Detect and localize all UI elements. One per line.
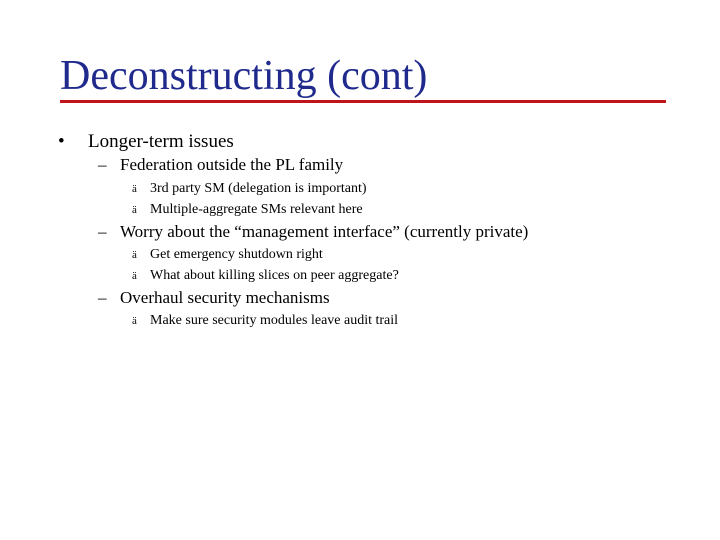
sub-sub-bullet-text: What about killing slices on peer aggregate? bbox=[150, 268, 399, 283]
sub-bullet-text: Overhaul security mechanisms bbox=[120, 288, 330, 307]
sub-bullet-worry bbox=[98, 222, 528, 242]
sub-bullet-text: Worry about the “management interface” (currently private) bbox=[120, 222, 529, 241]
sub-sub-bullet-text: Get emergency shutdown right bbox=[150, 247, 323, 262]
small-arrow-icon: ä bbox=[132, 183, 137, 195]
bullet-text: Longer-term issues bbox=[88, 131, 234, 152]
sub-sub-bullet-text: Make sure security modules leave audit trail bbox=[150, 313, 399, 328]
slide-title: Deconstructing (cont) bbox=[60, 53, 428, 99]
bullet-dot-icon: • bbox=[58, 131, 65, 152]
sub-bullet-text: Federation outside the PL family bbox=[120, 155, 344, 174]
sub-sub-bullet-audit-trail bbox=[132, 312, 398, 330]
sub-sub-bullet-text: Multiple-aggregate SMs relevant here bbox=[150, 202, 363, 217]
sub-sub-bullet-third-party bbox=[132, 180, 367, 198]
dash-icon: – bbox=[98, 155, 107, 174]
sub-bullet-overhaul bbox=[98, 288, 330, 308]
small-arrow-icon: ä bbox=[132, 270, 137, 282]
sub-bullet-federation bbox=[98, 155, 343, 175]
sub-sub-bullet-multi-aggregate bbox=[132, 201, 363, 219]
small-arrow-icon: ä bbox=[132, 204, 137, 216]
sub-sub-bullet-killing-slices bbox=[132, 267, 399, 285]
dash-icon: – bbox=[98, 288, 107, 307]
sub-sub-bullet-emergency bbox=[132, 246, 323, 264]
small-arrow-icon: ä bbox=[132, 249, 137, 261]
small-arrow-icon: ä bbox=[132, 315, 137, 327]
sub-sub-bullet-text: 3rd party SM (delegation is important) bbox=[150, 181, 367, 196]
title-underline bbox=[60, 100, 666, 103]
bullet-longer-term bbox=[58, 131, 234, 153]
dash-icon: – bbox=[98, 222, 107, 241]
